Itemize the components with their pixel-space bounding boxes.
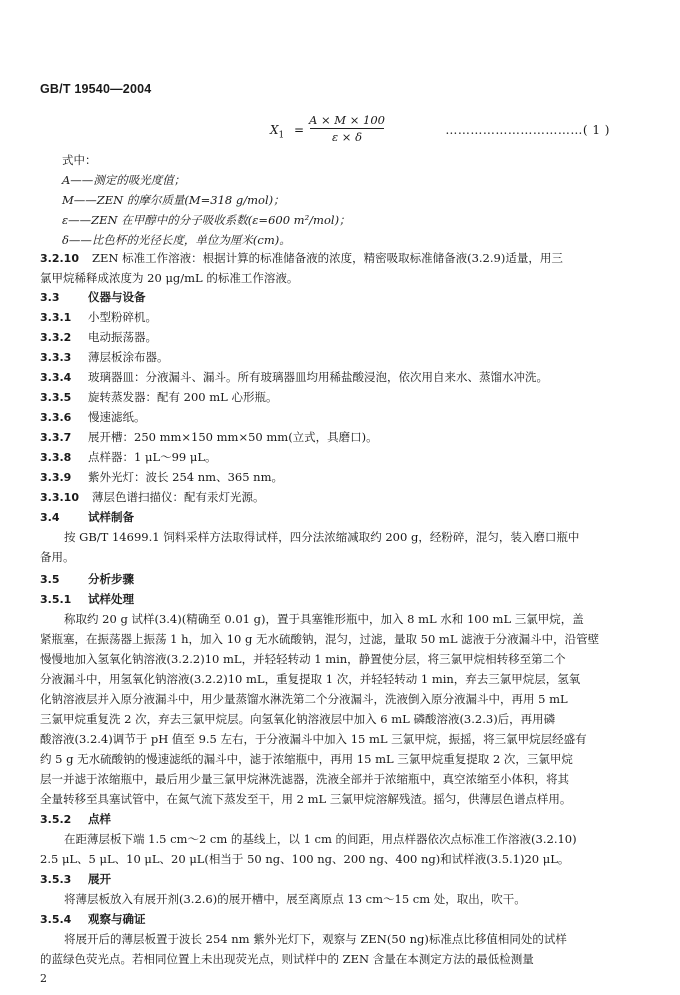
paragraph-line: 将薄层板放入有展开剂(3.2.6)的展开槽中，展至离原点 13 cm～15 cm 处，取出，吹干。 (64, 892, 526, 906)
clause-number: 3.2.10 (40, 252, 79, 265)
clause-text: 薄层色谱扫描仪：配有汞灯光源。 (92, 490, 265, 504)
section-3-4-line2: 备用。 (40, 550, 75, 564)
list-item (40, 469, 640, 486)
clause-text: 薄层板涂布器。 (88, 350, 169, 364)
paragraph-line: 分液漏斗中，用氢氧化钠溶液(3.2.2)10 mL，重复提取 1 次，并轻轻转动 1 min，弃去三氯甲烷层，氢氧 (40, 672, 581, 686)
list-item (40, 429, 640, 446)
clause-text: ZEN 标准工作溶液：根据计算的标准储备液的浓度，精密吸取标准储备液(3.2.9)适量，用三 (92, 251, 563, 265)
clause-text: 小型粉碎机。 (88, 310, 157, 324)
section-3-4-line1: 按 GB/T 14699.1 饲料采样方法取得试样，四分法浓缩减取约 200 g，经粉碎，混匀，装入磨口瓶中 (64, 530, 580, 544)
clause-text: 玻璃器皿：分液漏斗、漏斗。所有玻璃器皿均用稀盐酸浸泡，依次用自来水、蒸馏水冲洗。 (88, 370, 548, 384)
paragraph-line: 约 5 g 无水硫酸钠的慢速滤纸的漏斗中，滤于浓缩瓶中，再用 15 mL 三氯甲烷重复提取 2 次，三氯甲烷 (40, 752, 573, 766)
clause-number: 3.3.3 (40, 351, 72, 364)
section-number: 3.5 (40, 573, 60, 586)
section-number: 3.5.1 (40, 593, 72, 606)
var-definition: δ——比色杯的光径长度，单位为厘米(cm)。 (62, 233, 291, 247)
clause-3-2-10-line1 (40, 250, 640, 267)
formula-numerator: A × M × 100 (309, 113, 385, 127)
paragraph-line: 称取约 20 g 试样(3.4)(精确至 0.01 g)，置于具塞锥形瓶中，加入 8 mL 水和 100 mL 三氯甲烷，盖 (64, 612, 584, 626)
paragraph-line: 酸溶液(3.2.4)调节于 pH 值至 9.5 左右，于分液漏斗中加入 15 mL 三氯甲烷，振摇，将三氯甲烷层经盛有 (40, 732, 587, 746)
formula-equals: = (294, 123, 305, 137)
clause-number: 3.3.9 (40, 471, 72, 484)
clause-number: 3.3.8 (40, 451, 72, 464)
section-title: 试样制备 (88, 510, 134, 524)
clause-number: 3.3.5 (40, 391, 72, 404)
var-definition: A——测定的吸光度值； (62, 173, 186, 187)
standard-number: GB/T 19540—2004 (40, 82, 152, 96)
clause-text: 慢速滤纸。 (88, 410, 146, 424)
list-item (40, 389, 640, 406)
paragraph-line: 将展开后的薄层板置于波长 254 nm 紫外光灯下，观察与 ZEN(50 ng)标准点比移值相同处的试样 (64, 932, 567, 946)
section-title: 点样 (88, 812, 111, 826)
formula-1 (270, 112, 610, 152)
paragraph-line: 化钠溶液层并入原分液漏斗中，用少量蒸馏水淋洗第二个分液漏斗，洗液倒入原分液漏斗中，再用 5 mL (40, 692, 568, 706)
clause-text: 紫外光灯：波长 254 nm、365 nm。 (88, 470, 283, 484)
formula-denominator: ε × δ (331, 130, 363, 144)
list-item (40, 349, 640, 366)
list-item (40, 449, 640, 466)
paragraph-line: 三氯甲烷重复洗 2 次，弃去三氯甲烷层。向氢氧化钠溶液层中加入 6 mL 磷酸溶液(3.2.3)后，再用磷 (40, 712, 556, 726)
section-number: 3.5.3 (40, 873, 72, 886)
clause-text: 电动振荡器。 (88, 330, 157, 344)
paragraph-line: 层一并滤于浓缩瓶中，最后用少量三氯甲烷淋洗滤器，洗液全部并于浓缩瓶中，真空浓缩至小体积，将其 (40, 772, 569, 786)
paragraph-line: 的蓝绿色荧光点。若相同位置上未出现荧光点，则试样中的 ZEN 含量在本测定方法的最低检测量 (40, 952, 534, 966)
list-item (40, 369, 640, 386)
section-3-5-1-heading (40, 591, 640, 608)
formula-number: ……………………………( 1 ) (445, 123, 610, 137)
section-number: 3.5.4 (40, 913, 72, 926)
var-definition: M——ZEN 的摩尔质量(M=318 g/mol)； (62, 193, 285, 207)
list-item (40, 489, 640, 506)
paragraph-line: 在距薄层板下端 1.5 cm～2 cm 的基线上，以 1 cm 的间距，用点样器依次点标准工作溶液(3.2.10) (64, 832, 577, 846)
section-title: 仪器与设备 (88, 290, 146, 304)
formula-lhs-symbol: X (270, 123, 279, 137)
clause-number: 3.3.4 (40, 371, 72, 384)
section-3-5-3-heading (40, 871, 640, 888)
page-number: 2 (40, 972, 47, 985)
section-title: 展开 (88, 872, 111, 886)
clause-number: 3.3.10 (40, 491, 79, 504)
clause-number: 3.3.1 (40, 311, 72, 324)
section-title: 试样处理 (88, 592, 134, 606)
list-item (40, 409, 640, 426)
section-number: 3.4 (40, 511, 60, 524)
section-number: 3.3 (40, 291, 60, 304)
clause-text: 展开槽：250 mm×150 mm×50 mm(立式，具磨口)。 (88, 430, 378, 444)
clause-text: 旋转蒸发器：配有 200 mL 心形瓶。 (88, 390, 278, 404)
section-title: 观察与确证 (88, 912, 146, 926)
list-item (40, 309, 640, 326)
section-title: 分析步骤 (88, 572, 134, 586)
section-3-5-2-heading (40, 811, 640, 828)
paragraph-line: 慢慢地加入氢氧化钠溶液(3.2.2)10 mL，并轻轻转动 1 min，静置使分层，将三氯甲烷相转移至第二个 (40, 652, 566, 666)
var-definition: ε——ZEN 在甲醇中的分子吸收系数(ε=600 m²/mol)； (62, 213, 351, 227)
section-3-5-heading (40, 571, 640, 588)
section-number: 3.5.2 (40, 813, 72, 826)
paragraph-line: 2.5 μL、5 μL、10 μL、20 μL(相当于 50 ng、100 ng、200 ng、400 ng)和试样液(3.5.1)20 μL。 (40, 852, 570, 866)
list-item (40, 329, 640, 346)
clause-number: 3.3.6 (40, 411, 72, 424)
section-3-3-heading (40, 289, 640, 306)
formula-lhs-subscript: 1 (278, 130, 285, 141)
vars-intro: 式中： (62, 153, 97, 167)
formula-lhs (270, 123, 284, 140)
clause-text: 点样器：1 μL～99 μL。 (88, 450, 217, 464)
section-3-4-heading (40, 509, 640, 526)
clause-3-2-10-line2: 氯甲烷稀释成浓度为 20 μg/mL 的标准工作溶液。 (40, 271, 299, 285)
paragraph-line: 紧瓶塞，在振荡器上振荡 1 h，加入 10 g 无水硫酸钠，混匀，过滤，量取 50 mL 滤液于分液漏斗中，沿管壁 (40, 632, 600, 646)
section-3-5-4-heading (40, 911, 640, 928)
clause-number: 3.3.2 (40, 331, 72, 344)
formula-fraction (308, 112, 386, 145)
paragraph-line: 全量转移至具塞试管中，在氮气流下蒸发至干，用 2 mL 三氯甲烷溶解残渣。摇匀，供薄层色谱点样用。 (40, 792, 572, 806)
clause-number: 3.3.7 (40, 431, 72, 444)
